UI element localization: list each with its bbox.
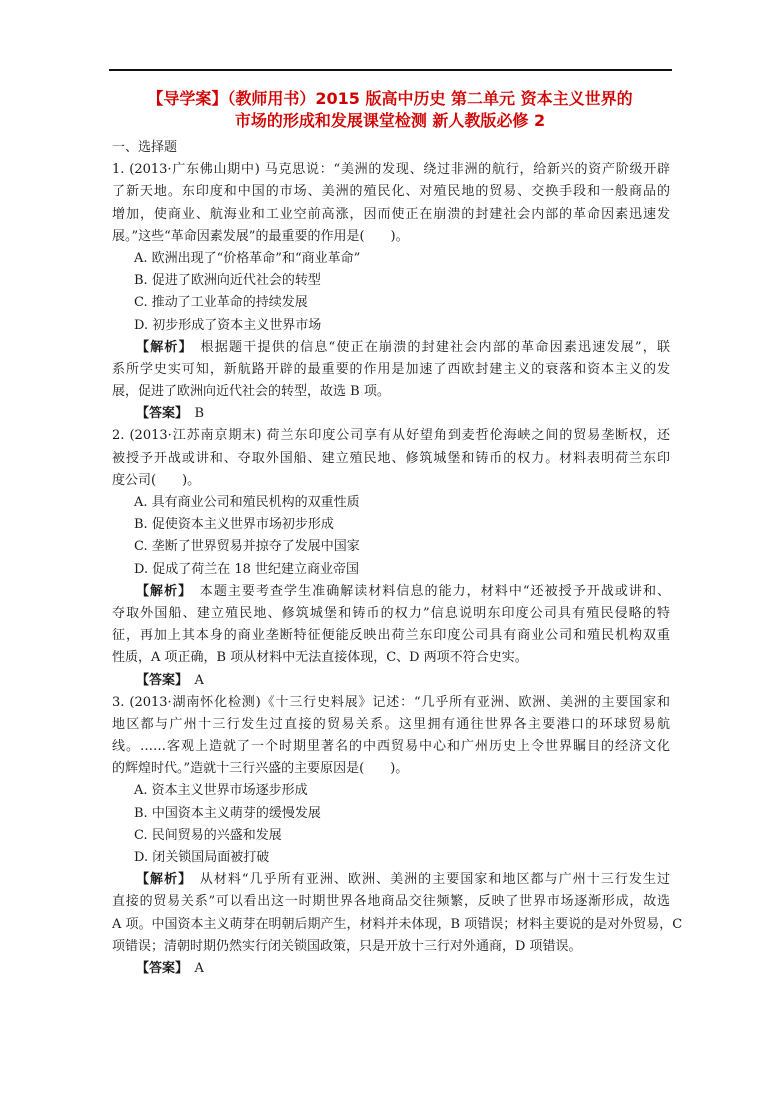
document-title: [100, 88, 680, 132]
option-b: B. 中国资本主义萌芽的缓慢发展: [134, 805, 321, 821]
answer-value: A: [194, 672, 204, 688]
analysis-tag: 【解析】: [136, 872, 186, 888]
question-stem-line: 度公司( )。: [112, 472, 201, 488]
question-stem-line: 线。……客观上造就了一个时期里著名的中西贸易中心和广州历史上令世界瞩目的经济文化: [112, 739, 670, 755]
analysis-line: 【解析】 从材料“几乎所有亚洲、欧洲、美洲的主要国家和地区都与广州十三行发生过: [136, 872, 670, 888]
question-stem-line: 被授予开战或讲和、夺取外国船、建立殖民地、修筑城堡和铸币的权力。材料表明荷兰东印: [112, 450, 670, 466]
answer-tag: 【答案】: [136, 672, 182, 688]
option-d: D. 促成了荷兰在 18 世纪建立商业帝国: [134, 561, 360, 577]
analysis-line: 【解析】 根据题干提供的信息“使正在崩溃的封建社会内部的革命因素迅速发展”，联: [136, 339, 670, 355]
answer-tag: 【答案】: [136, 960, 182, 976]
answer-value: A: [194, 960, 204, 976]
analysis-line: 系所学史实可知，新航路开辟的最重要的作用是加速了西欧封建主义的衰落和资本主义的发: [112, 361, 670, 377]
analysis-tag: 【解析】: [136, 583, 186, 599]
option-c: C. 垄断了世界贸易并掠夺了发展中国家: [134, 539, 360, 555]
answer-tag: 【答案】: [136, 406, 182, 422]
option-a: A. 资本主义世界市场逐步形成: [134, 783, 308, 799]
option-b: B. 促使资本主义世界市场初步形成: [134, 517, 334, 533]
answer-value: B: [194, 406, 205, 422]
option-c: C. 民间贸易的兴盛和发展: [134, 827, 282, 843]
document-body: [112, 137, 683, 980]
question-stem-line: 的辉煌时代。”造就十三行兴盛的主要原因是( )。: [112, 761, 409, 777]
title-line-2: 市场的形成和发展课堂检测 新人教版必修 2: [234, 111, 546, 130]
analysis-line: 【解析】 本题主要考查学生准确解读材料信息的能力，材料中“还被授予开战或讲和、: [136, 583, 670, 599]
analysis-line: 项错误；清朝时期仍然实行闭关锁国政策，只是开放十三行对外通商，D 项错误。: [112, 938, 582, 954]
question-stem-line: 了新天地。东印度和中国的市场、美洲的殖民化、对殖民地的贸易、交换手段和一般商品的: [112, 184, 670, 200]
analysis-line: 直接的贸易关系”可以看出这一时期世界各地商品交往频繁，反映了世界市场逐渐形成，故选: [112, 894, 670, 910]
question-stem-line: 3. (2013·湖南怀化检测)《十三行史料展》记述：“几乎所有亚洲、欧洲、美洲的主要国家和: [112, 694, 670, 710]
option-b: B. 促进了欧洲向近代社会的转型: [134, 273, 321, 289]
question-stem-line: 增加，使商业、航海业和工业空前高涨，因而使正在崩溃的封建社会内部的革命因素迅速发: [112, 206, 670, 222]
title-line-1: 【导学案】（教师用书）2015 版高中历史 第二单元 资本主义世界的: [147, 89, 633, 108]
question-stem-line: 2. (2013·江苏南京期末) 荷兰东印度公司享有从好望角到麦哲伦海峡之间的贸易垄断权，还: [112, 428, 670, 444]
header-rule: [109, 69, 672, 71]
option-d: D. 闭关锁国局面被打破: [134, 850, 270, 865]
option-a: A. 具有商业公司和殖民机构的双重性质: [134, 495, 360, 510]
analysis-tag: 【解析】: [136, 339, 187, 355]
analysis-line: 征，再加上其本身的商业垄断特征便能反映出荷兰东印度公司具有商业公司和殖民机构双重: [112, 628, 670, 644]
question-2: [112, 425, 670, 691]
section-heading: 一、选择题: [112, 140, 178, 155]
analysis-line: 夺取外国船、建立殖民地、修筑城堡和铸币的权力”信息说明东印度公司具有殖民侵略的特: [112, 605, 670, 621]
analysis-line: A 项。中国资本主义萌芽在明朝后期产生，材料并未体现，B 项错误；材料主要说的是对外贸易，C: [112, 916, 683, 932]
question-1: [112, 159, 670, 425]
option-d: D. 初步形成了资本主义世界市场: [134, 317, 322, 333]
analysis-line: 性质，A 项正确，B 项从材料中无法直接体现，C、D 两项不符合史实。: [112, 650, 528, 666]
question-stem-line: 1. (2013·广东佛山期中) 马克思说：“美洲的发现、绕过非洲的航行，给新兴的资产阶级开辟: [112, 162, 670, 178]
question-stem-line: 展。”这些“革命因素发展”的最重要的作用是( )。: [112, 228, 409, 244]
answer-line: [112, 403, 670, 425]
answer-line: [112, 958, 670, 980]
option-a: A. 欧洲出现了“价格革命”和“商业革命”: [134, 250, 361, 266]
answer-line: [112, 670, 670, 692]
question-3: [112, 692, 683, 980]
option-c: C. 推动了工业革命的持续发展: [134, 295, 308, 311]
analysis-line: 展，促进了欧洲向近代社会的转型，故选 B 项。: [112, 384, 390, 400]
question-stem-line: 地区都与广州十三行发生过直接的贸易关系。这里拥有通往世界各主要港口的环球贸易航: [112, 716, 670, 732]
